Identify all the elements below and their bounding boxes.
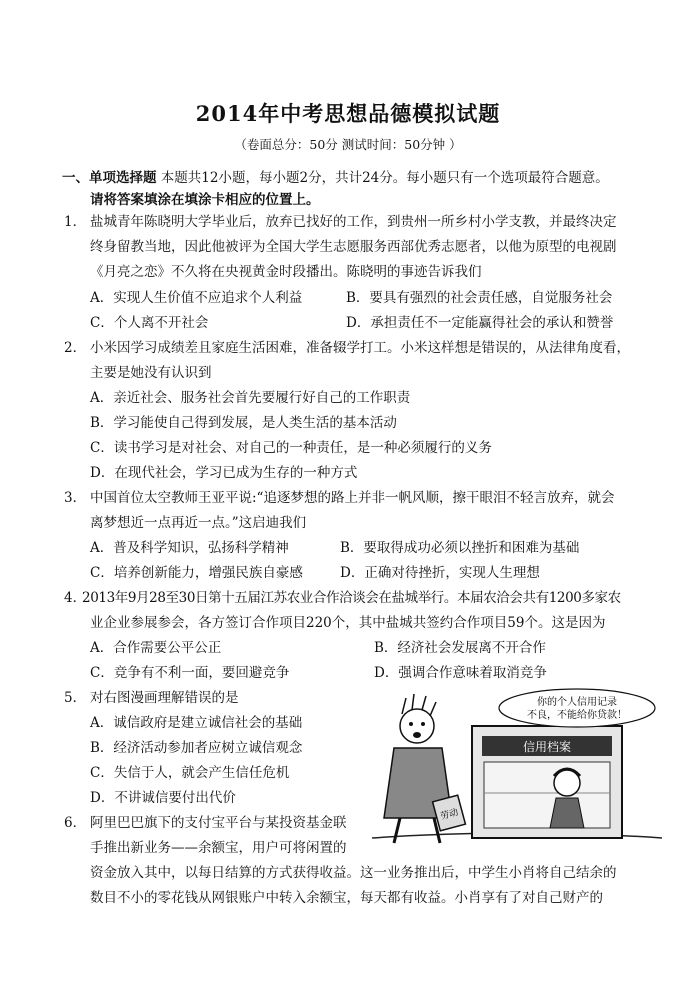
q6-line2: 手推出新业务——余额宝，用户可将闲置的	[90, 840, 347, 856]
q1-option-d: D．承担责任不一定能赢得社会的承认和赞誉	[346, 315, 614, 331]
q4-option-b: B．经济社会发展离不开合作	[374, 640, 546, 656]
q5-option-d: D．不讲诚信要付出代价	[90, 790, 236, 806]
q1-option-a: A．实现人生价值不应追求个人利益	[90, 290, 303, 306]
q6-line1: 阿里巴巴旗下的支付宝平台与某投资基金联	[90, 815, 347, 831]
q1-option-b: B．要具有强烈的社会责任感，自觉服务社会	[346, 290, 613, 306]
page-title: 2014年中考思想品德模拟试题	[195, 101, 501, 126]
q2-option-b: B．学习能使自己得到发展，是人类生活的基本活动	[90, 415, 397, 431]
q2-line1: 小米因学习成绩差且家庭生活困难，准备辍学打工。小米这样想是错误的，从法律角度看，	[90, 340, 630, 356]
q4-option-c: C．竞争有不利一面，要回避竞争	[90, 665, 290, 681]
q5-option-a: A．诚信政府是建立诚信社会的基础	[90, 715, 303, 731]
q2-line2: 主要是她没有认识到	[90, 365, 212, 381]
q6-line3: 资金放入其中，以每日结算的方式获得收益。这一业务推出后，中学生小肖将自己结余的	[90, 865, 617, 881]
q1-line3: 《月亮之恋》不久将在央视黄金时段播出。陈晓明的事迹告诉我们	[90, 264, 482, 280]
sign-text: 信用档案	[522, 740, 572, 754]
q4-option-a: A．合作需要公平公正	[90, 640, 222, 656]
speech-bubble	[499, 689, 655, 727]
q1-line2: 终身留教当地，因此他被评为全国大学生志愿服务西部优秀志愿者，以他为原型的电视剧	[90, 239, 617, 255]
q3-option-c: C．培养创新能力，增强民族自豪感	[90, 565, 303, 581]
page-subtitle: （卷面总分：50分 测试时间：50分钟 ）	[234, 137, 462, 152]
q3-option-a: A．普及科学知识，弘扬科学精神	[90, 540, 289, 556]
q2-number: 2．	[64, 340, 87, 356]
q3-option-b: B．要取得成功必须以挫折和困难为基础	[340, 540, 580, 556]
q4-line2: 业企业参展参会，各方签订合作项目220个，其中盐城共签约合作项目59个。这是因为	[90, 615, 606, 631]
bag-label: 劳动	[439, 807, 460, 823]
q3-line1: 中国首位太空教师王亚平说:“追逐梦想的路上并非一帆风顺，擦干眼泪不轻言放弃，就会	[90, 490, 615, 506]
credit-cartoon-illustration	[372, 688, 662, 850]
q2-option-c: C．读书学习是对社会、对自己的一种责任，是一种必须履行的义务	[90, 440, 492, 456]
q4-number: 4．	[64, 590, 87, 606]
q1-line1: 盐城青年陈晓明大学毕业后，放弃已找好的工作，到贵州一所乡村小学支教，并最终决定	[90, 214, 617, 230]
q6-number: 6．	[64, 815, 87, 831]
q1-number: 1．	[64, 214, 87, 230]
speech-line2: 不良，不能给你贷款！	[527, 710, 627, 721]
section-instruction: 请将答案填涂在填涂卡相应的位置上。	[90, 192, 320, 208]
q6-line4: 数目不小的零花钱从网银账户中转入余额宝，每天都有收益。小肖享有了对自己财产的	[90, 890, 603, 906]
q3-option-d: D．正确对待挫折，实现人生理想	[340, 565, 540, 581]
q4-option-d: D．强调合作意味着取消竞争	[374, 665, 547, 681]
q2-option-a: A．亲近社会、服务社会首先要履行好自己的工作职责	[90, 390, 411, 406]
section-desc: 本题共12小题，每小题2分，共计24分。每小题只有一个选项最符合题意。	[160, 170, 609, 186]
q1-option-c: C．个人离不开社会	[90, 315, 209, 331]
q2-option-d: D．在现代社会，学习已成为生存的一种方式	[90, 465, 358, 481]
q3-number: 3．	[64, 490, 87, 506]
q5-option-c: C．失信于人，就会产生信任危机	[90, 765, 290, 781]
q5-number: 5．	[64, 690, 87, 706]
q4-line1: 2013年9月28至30日第十五届江苏农业合作洽谈会在盐城举行。本届农洽会共有1200多家农	[82, 590, 621, 606]
q5-line1: 对右图漫画理解错误的是	[90, 690, 239, 706]
q5-option-b: B．经济活动参加者应树立诚信观念	[90, 740, 303, 756]
q3-line2: 离梦想近一点再近一点。”这启迪我们	[90, 515, 307, 531]
section-label: 一、单项选择题	[62, 170, 157, 186]
section-header-line1	[62, 166, 609, 186]
speech-line1: 你的个人信用记录	[537, 697, 617, 708]
